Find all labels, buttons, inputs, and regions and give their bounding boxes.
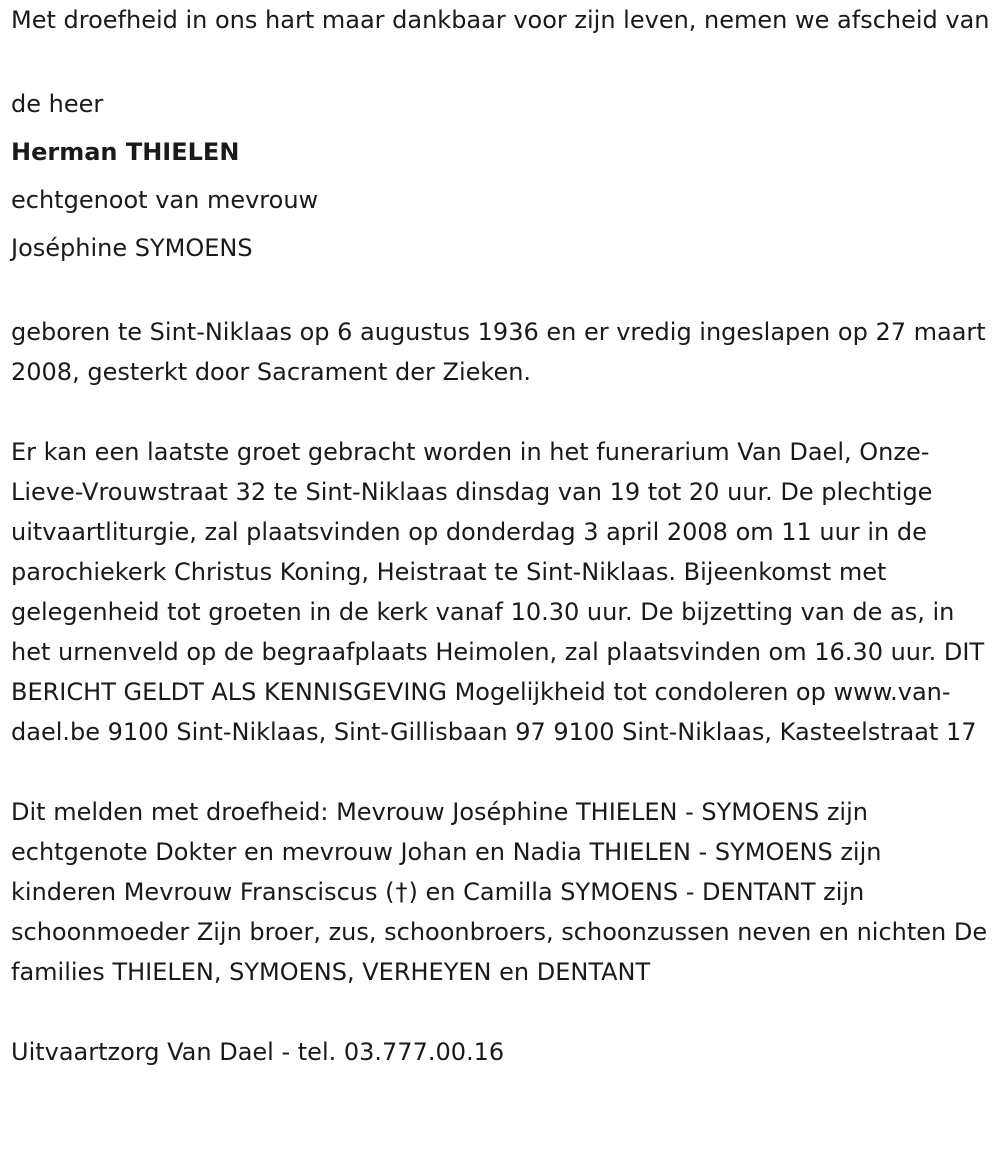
spacer	[11, 272, 991, 312]
family-text-part2: ) en Camilla SYMOENS - DENTANT zijn schoonmoeder Zijn broer, zus, schoonbroers, schoonzussen neven en nichten De families THIELEN, SYMOENS, VERHEYEN en DENTANT	[11, 878, 988, 986]
spacer	[11, 752, 991, 792]
deceased-name: Herman THIELEN	[11, 138, 240, 166]
title-prefix: de heer	[11, 90, 104, 118]
arrangements-text: Er kan een laatste groet gebracht worden in het funerarium Van Dael, Onze-Lieve-Vrouwstraat 32 te Sint-Niklaas dinsdag van 19 tot 20 uur. De plechtige uitvaartliturgie, zal plaatsvinden op donderdag 3 april 2008 om 11 uur in de parochiekerk Christus Koning, Heistraat te Sint-Niklaas. Bijeenkomst met gelegenheid tot groeten in de kerk vanaf 10.30 uur. De bijzetting van de as, in het urnenveld op de begraafplaats Heimolen, zal plaatsvinden om 16.30 uur. DIT BERICHT GELDT ALS KENNISGEVING Mogelijkheid tot condoleren op www.van-dael.be 9100 Sint-Niklaas, Sint-Gillisbaan 97 9100 Sint-Niklaas, Kasteelstraat 17	[11, 438, 985, 746]
intro-text: Met droefheid in ons hart maar dankbaar voor zijn leven, nemen we afscheid van	[11, 6, 990, 34]
spouse-name: Joséphine SYMOENS	[11, 234, 253, 262]
spacer	[11, 40, 991, 80]
relation-text: echtgenoot van mevrouw	[11, 186, 319, 214]
deceased-block	[11, 80, 991, 272]
spacer	[11, 392, 991, 432]
family-text	[11, 792, 991, 992]
family-text-part1: Dit melden met droefheid: Mevrouw Joséphine THIELEN - SYMOENS zijn echtgenote Dokter en mevrouw Johan en Nadia THIELEN - SYMOENS zijn kinderen Mevrouw Fransciscus (	[11, 798, 882, 906]
birth-death-text: geboren te Sint-Niklaas op 6 augustus 1936 en er vredig ingeslapen op 27 maart 2008, gesterkt door Sacrament der Zieken.	[11, 318, 986, 386]
obituary-notice	[11, 4, 991, 1072]
spacer	[11, 992, 991, 1032]
undertaker-text: Uitvaartzorg Van Dael - tel. 03.777.00.16	[11, 1038, 505, 1066]
cross-icon: †	[395, 878, 408, 906]
